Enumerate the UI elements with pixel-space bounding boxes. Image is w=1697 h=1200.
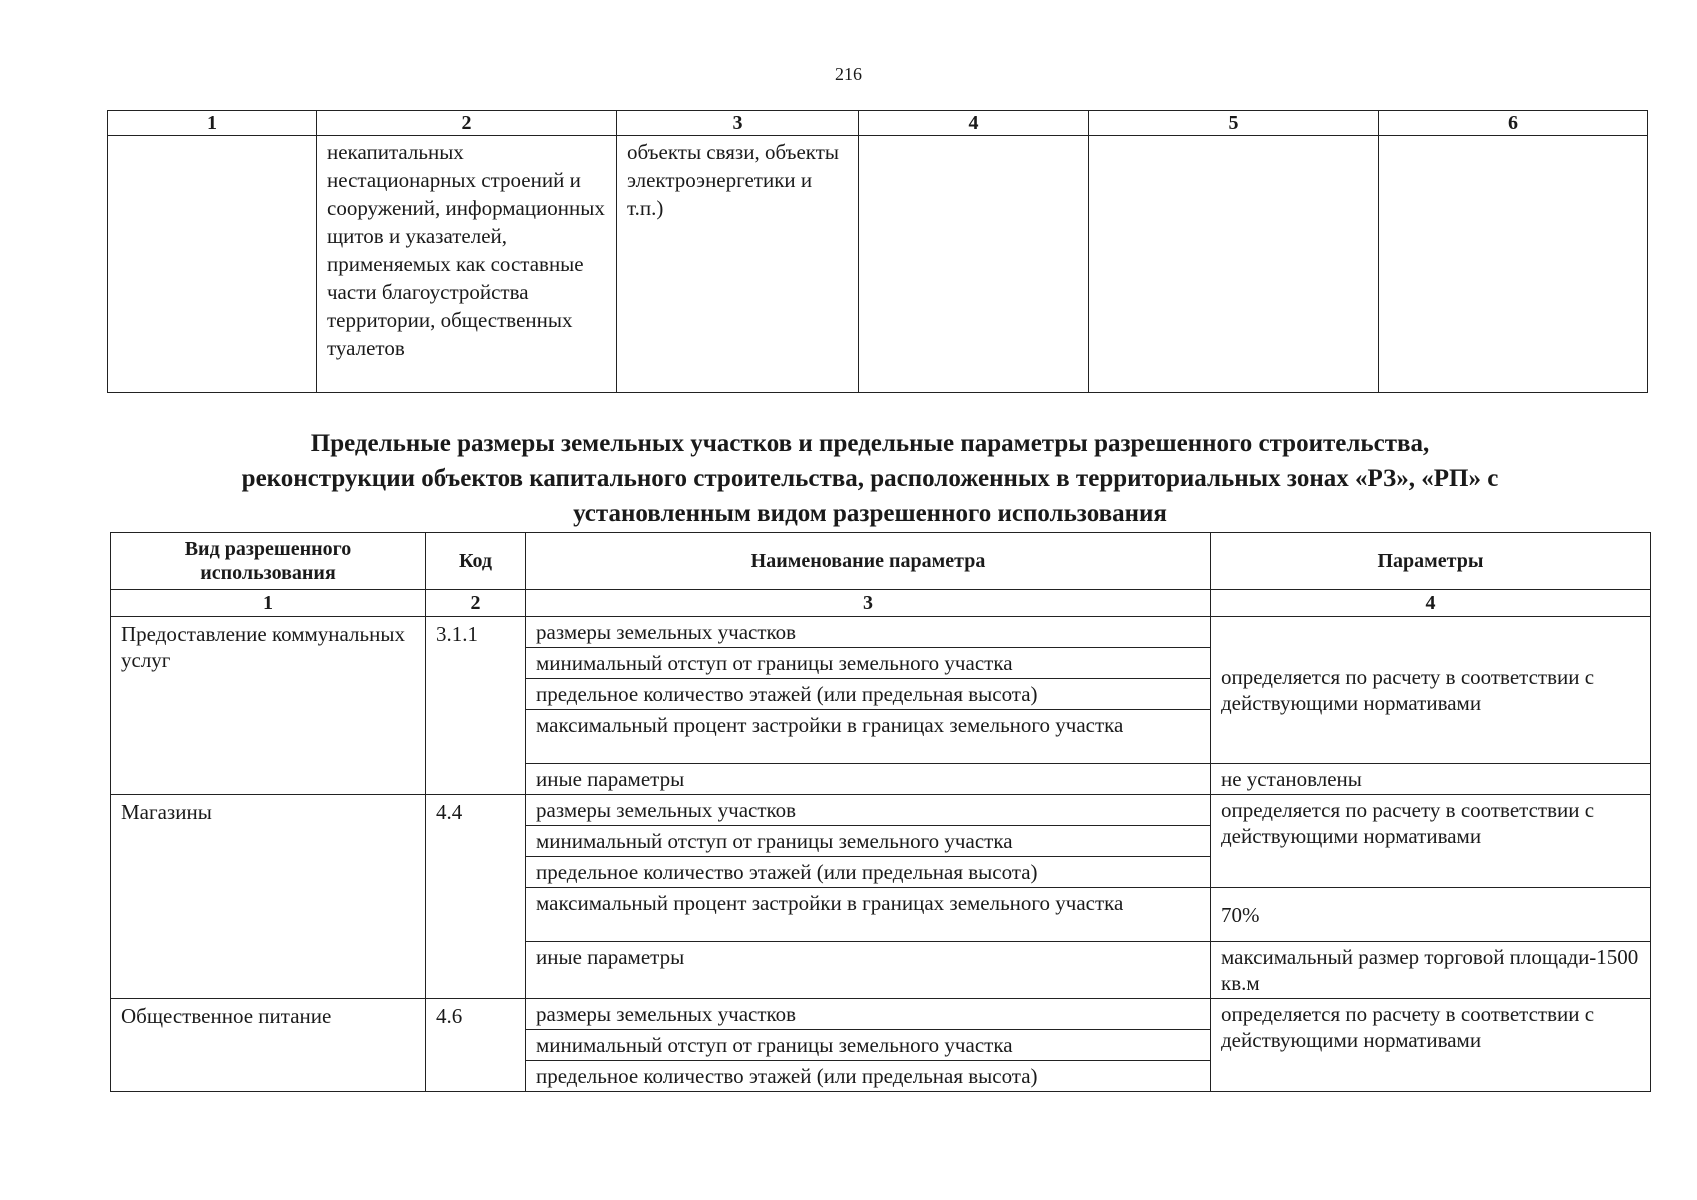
column-number: 3 [526, 590, 1211, 617]
table-row [111, 795, 1651, 826]
param-cell: минимальный отступ от границы земельного участка [526, 826, 1211, 857]
column-number: 4 [859, 111, 1089, 136]
header-row [111, 533, 1651, 590]
heading-line: Предельные размеры земельных участков и предельные параметры разрешенного строительства, [310, 430, 1430, 457]
value-cell: 70% [1211, 888, 1651, 942]
column-number: 2 [317, 111, 617, 136]
heading-line: реконструкции объектов капитального строительства, расположенных в территориальных зонах «РЗ», «РП» с [241, 465, 1499, 492]
table-cell: объекты связи, объекты электроэнергетики и т.п.) [617, 136, 859, 393]
value-cell: определяется по расчету в соответствии с действующими нормативами [1211, 999, 1651, 1092]
parameters-table [110, 532, 1651, 1092]
use-cell: Магазины [111, 795, 426, 999]
table-cell [1379, 136, 1648, 393]
column-number-row [111, 590, 1651, 617]
param-cell: минимальный отступ от границы земельного участка [526, 648, 1211, 679]
param-cell: иные параметры [526, 764, 1211, 795]
param-cell: предельное количество этажей (или предельная высота) [526, 1061, 1211, 1092]
use-cell: Общественное питание [111, 999, 426, 1092]
param-cell: максимальный процент застройки в границах земельного участка [526, 710, 1211, 764]
param-cell: размеры земельных участков [526, 999, 1211, 1030]
use-cell: Предоставление коммунальных услуг [111, 617, 426, 795]
section-heading [130, 426, 1610, 531]
header-params: Параметры [1211, 533, 1651, 590]
column-number: 1 [111, 590, 426, 617]
param-cell: размеры земельных участков [526, 795, 1211, 826]
code-cell: 3.1.1 [426, 617, 526, 795]
param-cell: максимальный процент застройки в границах земельного участка [526, 888, 1211, 942]
column-number: 1 [108, 111, 317, 136]
column-number: 4 [1211, 590, 1651, 617]
value-cell: определяется по расчету в соответствии с действующими нормативами [1211, 617, 1651, 764]
page-number: 216 [835, 64, 862, 84]
header-code: Код [426, 533, 526, 590]
header-use: Вид разрешенного использования [111, 533, 426, 590]
continuation-table [107, 110, 1648, 393]
column-number-row [108, 111, 1648, 136]
table-cell [859, 136, 1089, 393]
value-cell: не установлены [1211, 764, 1651, 795]
table-row [111, 999, 1651, 1030]
table-row [108, 136, 1648, 393]
value-cell: максимальный размер торговой площади-1500 кв.м [1211, 942, 1651, 999]
value-cell: определяется по расчету в соответствии с действующими нормативами [1211, 795, 1651, 888]
code-cell: 4.4 [426, 795, 526, 999]
param-cell: предельное количество этажей (или предельная высота) [526, 857, 1211, 888]
header-param-name: Наименование параметра [526, 533, 1211, 590]
table-row [111, 617, 1651, 648]
param-cell: предельное количество этажей (или предельная высота) [526, 679, 1211, 710]
param-cell: минимальный отступ от границы земельного участка [526, 1030, 1211, 1061]
param-cell: иные параметры [526, 942, 1211, 999]
column-number: 5 [1089, 111, 1379, 136]
column-number: 3 [617, 111, 859, 136]
heading-line: установленным видом разрешенного использования [573, 500, 1167, 527]
table-cell: некапитальных нестационарных строений и сооружений, информационных щитов и указателей, применяемых как составные части благоустройства территории, общественных туалетов [317, 136, 617, 393]
code-cell: 4.6 [426, 999, 526, 1092]
table-cell [1089, 136, 1379, 393]
column-number: 6 [1379, 111, 1648, 136]
table-cell [108, 136, 317, 393]
param-cell: размеры земельных участков [526, 617, 1211, 648]
column-number: 2 [426, 590, 526, 617]
